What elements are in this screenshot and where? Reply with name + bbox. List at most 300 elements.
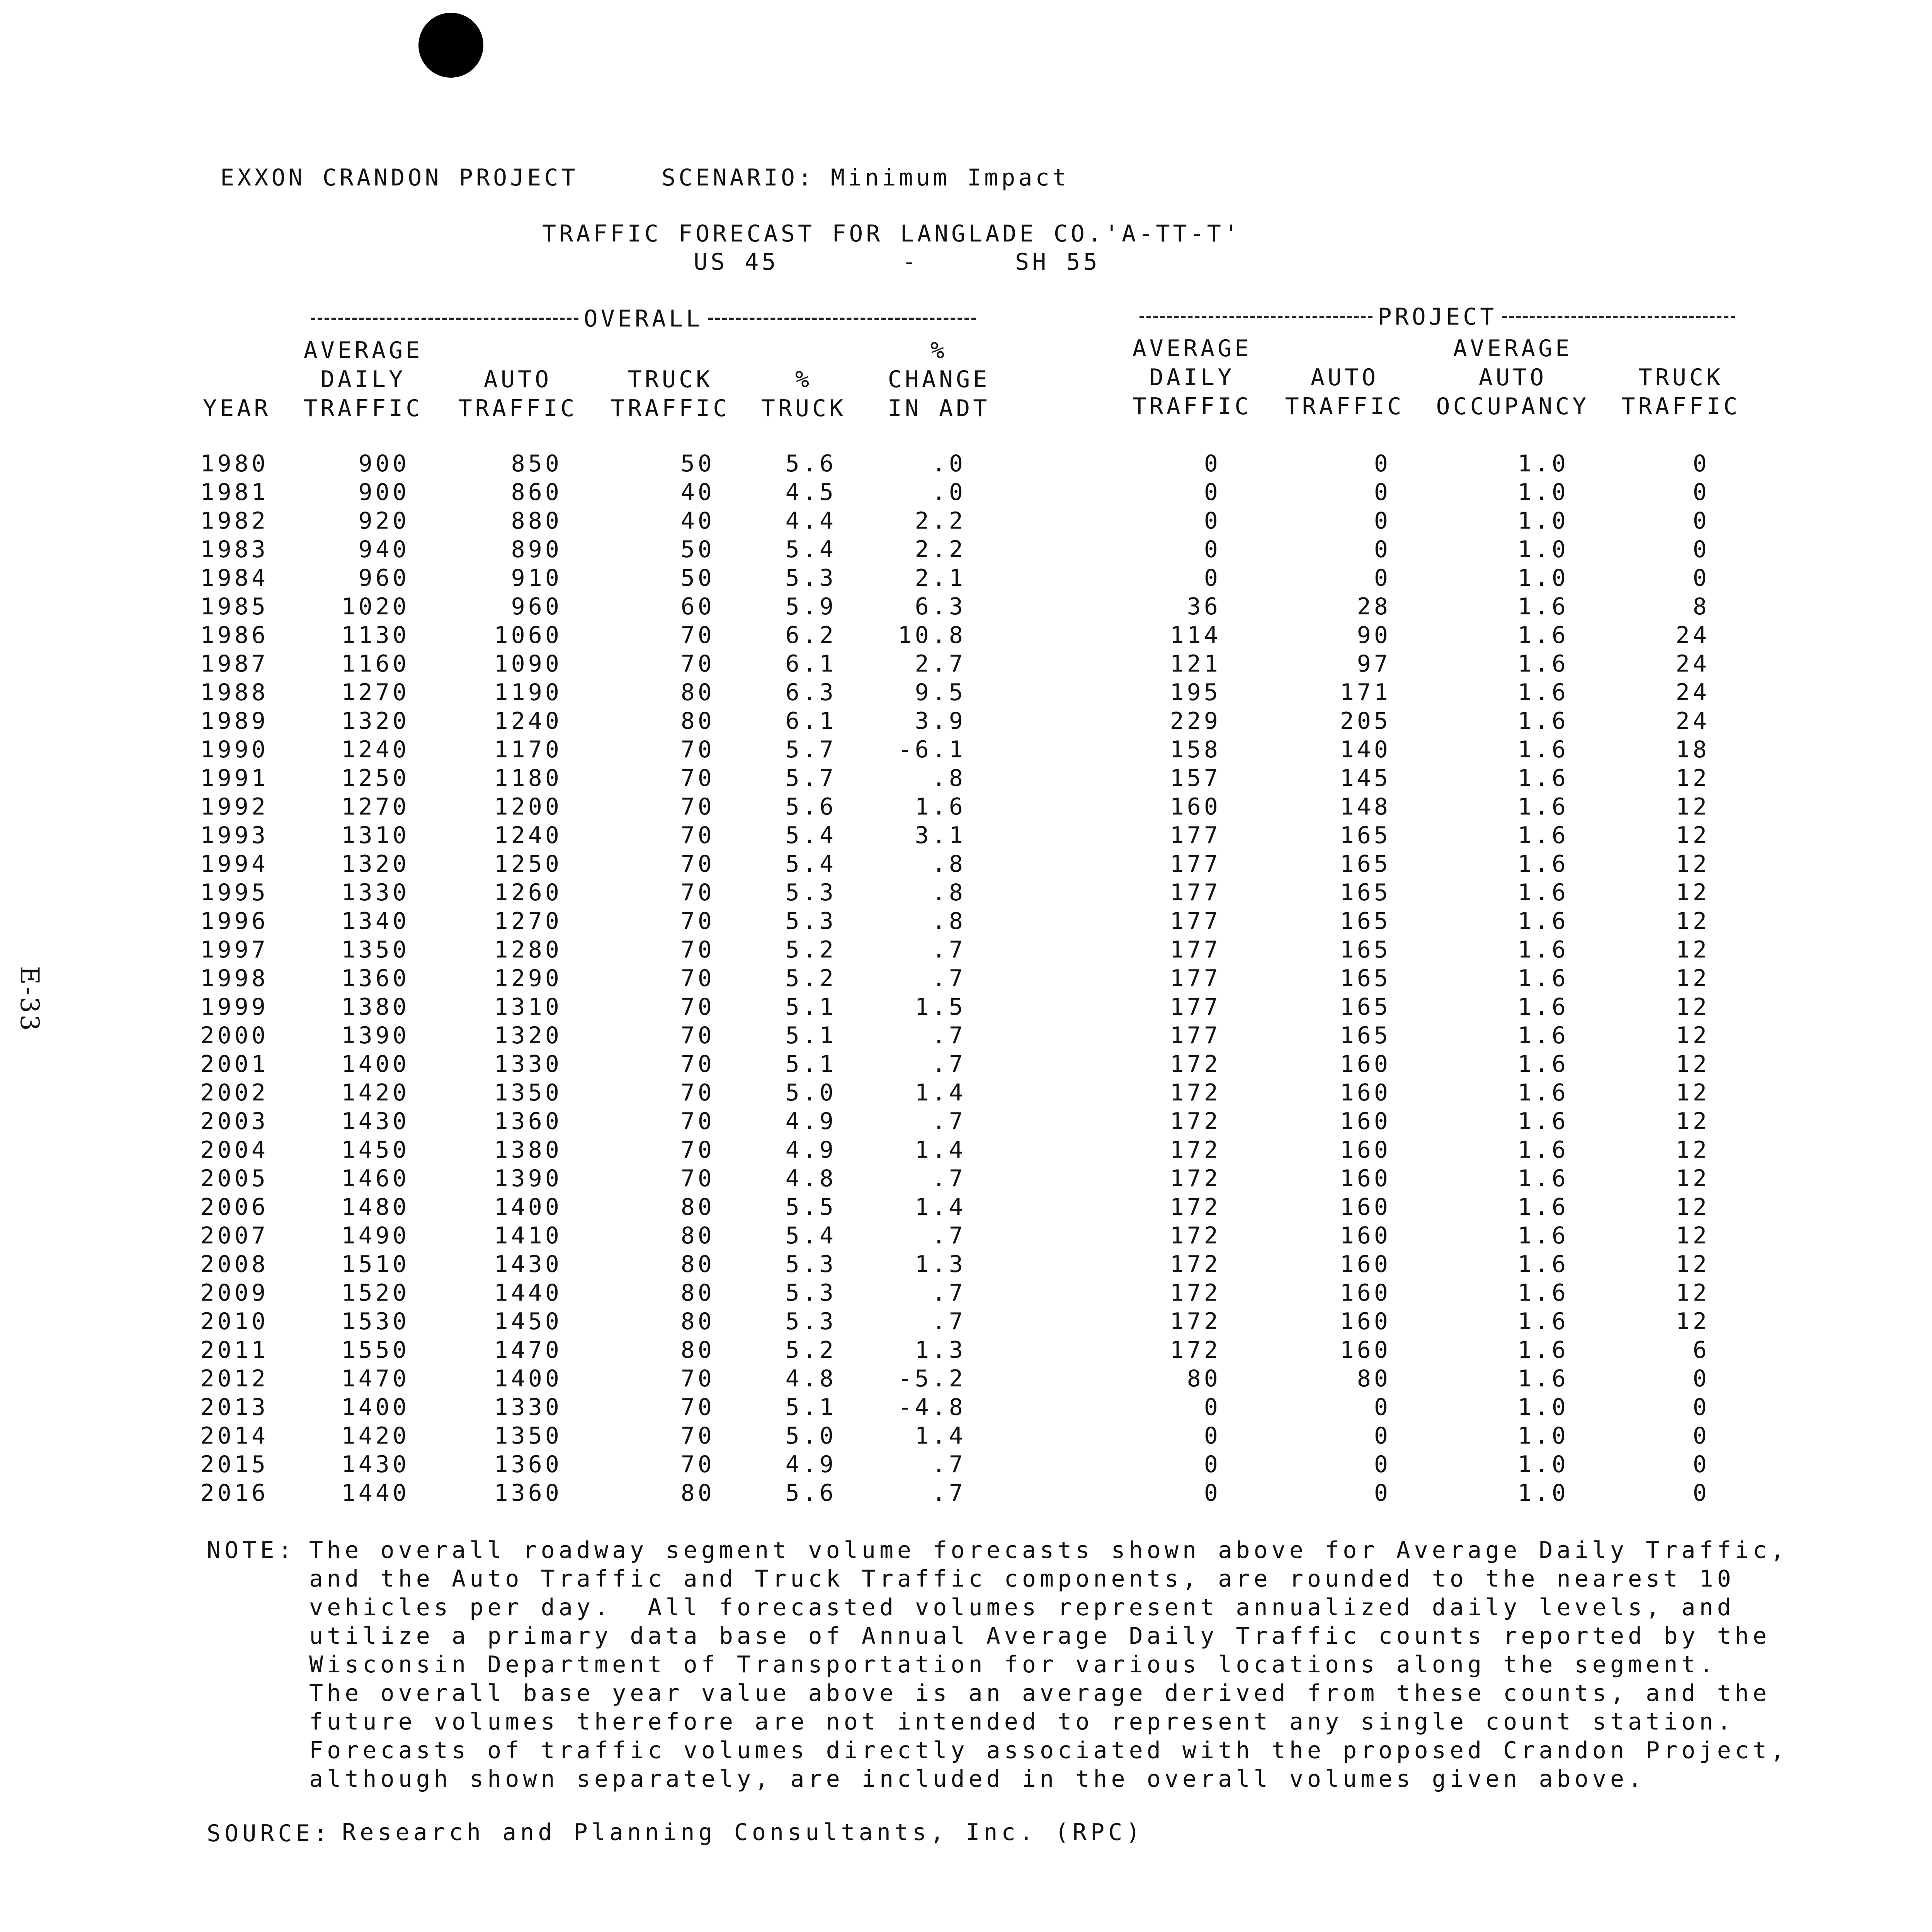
cell-adt: 1400	[341, 1051, 410, 1078]
cell-adt: 1270	[341, 793, 410, 820]
cell-truck-traffic: 80	[680, 1222, 715, 1249]
cell-adt: 1490	[341, 1222, 410, 1249]
cell-pct-change: .7	[932, 1480, 966, 1507]
cell-pct-truck: 6.1	[785, 650, 837, 677]
cell-year: 1985	[200, 593, 269, 620]
note-line: Wisconsin Department of Transportation for various locations along the segment.	[309, 1651, 1717, 1678]
cell-year: 1984	[200, 565, 269, 592]
cell-project-adt: 177	[1170, 993, 1221, 1020]
cell-project-auto: 165	[1340, 879, 1391, 906]
cell-project-occupancy: 1.6	[1517, 1136, 1569, 1163]
cell-project-auto: 165	[1340, 908, 1391, 935]
cell-adt: 920	[358, 507, 410, 534]
cell-pct-change: -6.1	[898, 736, 966, 763]
cell-auto-traffic: 1180	[494, 765, 562, 792]
col-header-project-occupancy: AVERAGE AUTO OCCUPANCY	[1436, 335, 1590, 420]
cell-pct-change: 6.3	[915, 593, 966, 620]
cell-project-adt: 0	[1204, 1422, 1221, 1449]
source-label: SOURCE:	[207, 1820, 332, 1847]
cell-pct-change: 1.3	[915, 1251, 966, 1278]
cell-auto-traffic: 1450	[494, 1308, 562, 1335]
cell-project-adt: 177	[1170, 908, 1221, 935]
cell-auto-traffic: 1240	[494, 822, 562, 849]
cell-adt: 1340	[341, 908, 410, 935]
cell-project-auto: 80	[1357, 1365, 1391, 1392]
cell-project-adt: 160	[1170, 793, 1221, 820]
cell-auto-traffic: 890	[511, 536, 562, 563]
cell-adt: 1420	[341, 1422, 410, 1449]
cell-pct-truck: 5.1	[785, 1394, 837, 1421]
cell-truck-traffic: 70	[680, 908, 715, 935]
cell-project-auto: 28	[1357, 593, 1391, 620]
cell-auto-traffic: 1280	[494, 936, 562, 963]
cell-pct-change: .0	[932, 479, 966, 506]
cell-project-auto: 160	[1340, 1136, 1391, 1163]
cell-pct-change: 1.6	[915, 793, 966, 820]
cell-truck-traffic: 80	[680, 679, 715, 706]
cell-pct-change: 2.2	[915, 507, 966, 534]
cell-year: 1987	[200, 650, 269, 677]
cell-truck-traffic: 70	[680, 765, 715, 792]
cell-project-auto: 0	[1374, 450, 1391, 477]
cell-pct-change: 1.4	[915, 1422, 966, 1449]
cell-adt: 1430	[341, 1108, 410, 1135]
cell-auto-traffic: 1470	[494, 1337, 562, 1364]
cell-auto-traffic: 1060	[494, 622, 562, 649]
cell-adt: 960	[358, 565, 410, 592]
cell-project-truck: 12	[1675, 822, 1710, 849]
cell-adt: 1320	[341, 707, 410, 735]
cell-project-adt: 172	[1170, 1108, 1221, 1135]
cell-pct-truck: 5.6	[785, 1480, 837, 1507]
cell-pct-truck: 4.5	[785, 479, 837, 506]
cell-project-occupancy: 1.6	[1517, 793, 1569, 820]
cell-project-adt: 0	[1204, 536, 1221, 563]
cell-project-occupancy: 1.6	[1517, 1079, 1569, 1106]
cell-auto-traffic: 1290	[494, 965, 562, 992]
cell-project-truck: 0	[1692, 507, 1710, 534]
col-header-pct-truck: % TRUCK	[761, 366, 847, 422]
cell-project-occupancy: 1.6	[1517, 965, 1569, 992]
cell-pct-truck: 5.3	[785, 908, 837, 935]
cell-year: 2016	[200, 1480, 269, 1507]
cell-year: 2010	[200, 1308, 269, 1335]
cell-project-adt: 177	[1170, 850, 1221, 878]
cell-adt: 1330	[341, 879, 410, 906]
note-text	[309, 1536, 1789, 1793]
note-line: vehicles per day. All forecasted volumes represent annualized daily levels, and	[309, 1594, 1735, 1621]
cell-pct-truck: 5.9	[785, 593, 837, 620]
cell-project-occupancy: 1.6	[1517, 593, 1569, 620]
cell-truck-traffic: 70	[680, 736, 715, 763]
cell-pct-change: 3.1	[915, 822, 966, 849]
cell-pct-truck: 5.3	[785, 1279, 837, 1306]
cell-pct-change: 2.7	[915, 650, 966, 677]
cell-adt: 1320	[341, 850, 410, 878]
cell-adt: 1450	[341, 1136, 410, 1163]
cell-year: 2011	[200, 1337, 269, 1364]
cell-pct-truck: 5.4	[785, 536, 837, 563]
cell-project-auto: 0	[1374, 1394, 1391, 1421]
cell-truck-traffic: 70	[680, 822, 715, 849]
cell-project-adt: 36	[1187, 593, 1221, 620]
cell-project-adt: 0	[1204, 565, 1221, 592]
cell-year: 1980	[200, 450, 269, 477]
cell-truck-traffic: 50	[680, 565, 715, 592]
cell-project-truck: 0	[1692, 1422, 1710, 1449]
cell-year: 1988	[200, 679, 269, 706]
cell-pct-truck: 5.1	[785, 1051, 837, 1078]
cell-project-truck: 12	[1675, 1194, 1710, 1221]
route-to: SH 55	[1015, 248, 1100, 276]
cell-pct-change: .7	[932, 1165, 966, 1192]
cell-adt: 1440	[341, 1480, 410, 1507]
cell-truck-traffic: 40	[680, 507, 715, 534]
cell-pct-change: .8	[932, 879, 966, 906]
cell-project-adt: 177	[1170, 965, 1221, 992]
cell-truck-traffic: 70	[680, 1365, 715, 1392]
cell-project-truck: 12	[1675, 1279, 1710, 1306]
scenario-value: Minimum Impact	[831, 164, 1070, 191]
col-header-year: YEAR	[203, 395, 271, 422]
cell-pct-change: .0	[932, 450, 966, 477]
cell-auto-traffic: 1410	[494, 1222, 562, 1249]
cell-auto-traffic: 910	[511, 565, 562, 592]
cell-project-occupancy: 1.6	[1517, 650, 1569, 677]
cell-truck-traffic: 50	[680, 536, 715, 563]
cell-project-occupancy: 1.0	[1517, 479, 1569, 506]
cell-project-occupancy: 1.0	[1517, 507, 1569, 534]
cell-auto-traffic: 1250	[494, 850, 562, 878]
cell-truck-traffic: 70	[680, 1394, 715, 1421]
cell-auto-traffic: 850	[511, 450, 562, 477]
cell-project-truck: 0	[1692, 1480, 1710, 1507]
cell-adt: 1130	[341, 622, 410, 649]
cell-pct-truck: 5.7	[785, 765, 837, 792]
cell-auto-traffic: 1390	[494, 1165, 562, 1192]
cell-truck-traffic: 80	[680, 1194, 715, 1221]
cell-pct-truck: 6.2	[785, 622, 837, 649]
cell-project-adt: 0	[1204, 1480, 1221, 1507]
cell-project-occupancy: 1.6	[1517, 908, 1569, 935]
scenario-label: SCENARIO:	[662, 164, 815, 191]
cell-project-adt: 229	[1170, 707, 1221, 735]
cell-auto-traffic: 1260	[494, 879, 562, 906]
cell-pct-change: .7	[932, 1222, 966, 1249]
cell-pct-change: -5.2	[898, 1365, 966, 1392]
cell-pct-change: 1.4	[915, 1194, 966, 1221]
cell-project-truck: 12	[1675, 1251, 1710, 1278]
note-line: although shown separately, are included in the overall volumes given above.	[309, 1765, 1646, 1793]
cell-pct-truck: 5.1	[785, 993, 837, 1020]
cell-pct-truck: 5.2	[785, 936, 837, 963]
cell-project-auto: 160	[1340, 1108, 1391, 1135]
cell-pct-truck: 5.3	[785, 565, 837, 592]
cell-adt: 1550	[341, 1337, 410, 1364]
cell-truck-traffic: 80	[680, 1308, 715, 1335]
cell-project-occupancy: 1.6	[1517, 736, 1569, 763]
cell-pct-truck: 4.9	[785, 1136, 837, 1163]
cell-project-occupancy: 1.6	[1517, 936, 1569, 963]
cell-adt: 1360	[341, 965, 410, 992]
cell-project-occupancy: 1.0	[1517, 565, 1569, 592]
cell-project-adt: 195	[1170, 679, 1221, 706]
cell-truck-traffic: 50	[680, 450, 715, 477]
cell-project-auto: 148	[1340, 793, 1391, 820]
cell-project-auto: 165	[1340, 850, 1391, 878]
cell-project-adt: 177	[1170, 936, 1221, 963]
cell-project-occupancy: 1.6	[1517, 622, 1569, 649]
cell-project-occupancy: 1.6	[1517, 1165, 1569, 1192]
cell-project-adt: 80	[1187, 1365, 1221, 1392]
cell-year: 1982	[200, 507, 269, 534]
cell-pct-change: .7	[932, 965, 966, 992]
note-line: The overall roadway segment volume forecasts shown above for Average Daily Traffic,	[309, 1537, 1789, 1564]
cell-year: 1996	[200, 908, 269, 935]
cell-auto-traffic: 1360	[494, 1451, 562, 1478]
cell-pct-change: -4.8	[898, 1394, 966, 1421]
cell-adt: 1350	[341, 936, 410, 963]
cell-project-truck: 0	[1692, 1365, 1710, 1392]
cell-project-auto: 160	[1340, 1079, 1391, 1106]
cell-project-truck: 0	[1692, 1394, 1710, 1421]
cell-adt: 1240	[341, 736, 410, 763]
cell-truck-traffic: 80	[680, 1251, 715, 1278]
cell-project-truck: 12	[1675, 1108, 1710, 1135]
project-group-header: PROJECT	[1134, 303, 1741, 330]
cell-year: 2003	[200, 1108, 269, 1135]
cell-truck-traffic: 70	[680, 850, 715, 878]
cell-auto-traffic: 1330	[494, 1394, 562, 1421]
punch-hole-left	[418, 13, 483, 78]
route-separator: -	[902, 248, 920, 276]
cell-project-adt: 172	[1170, 1337, 1221, 1364]
cell-auto-traffic: 1350	[494, 1079, 562, 1106]
cell-pct-truck: 5.0	[785, 1079, 837, 1106]
cell-auto-traffic: 1190	[494, 679, 562, 706]
overall-group-header: OVERALL	[305, 305, 981, 332]
cell-adt: 900	[358, 450, 410, 477]
cell-adt: 1510	[341, 1251, 410, 1278]
cell-pct-change: 1.5	[915, 993, 966, 1020]
cell-project-truck: 18	[1675, 736, 1710, 763]
cell-project-truck: 0	[1692, 536, 1710, 563]
cell-truck-traffic: 80	[680, 1337, 715, 1364]
cell-pct-change: .8	[932, 908, 966, 935]
col-header-auto: AUTO TRAFFIC	[458, 366, 578, 422]
col-header-truck: TRUCK TRAFFIC	[611, 366, 730, 422]
cell-pct-change: .7	[932, 1451, 966, 1478]
cell-truck-traffic: 70	[680, 1451, 715, 1478]
cell-pct-truck: 5.4	[785, 850, 837, 878]
cell-project-auto: 160	[1340, 1337, 1391, 1364]
cell-pct-truck: 5.2	[785, 965, 837, 992]
cell-adt: 1400	[341, 1394, 410, 1421]
cell-project-adt: 121	[1170, 650, 1221, 677]
cell-adt: 1530	[341, 1308, 410, 1335]
cell-pct-truck: 5.0	[785, 1422, 837, 1449]
cell-project-adt: 172	[1170, 1136, 1221, 1163]
cell-auto-traffic: 1430	[494, 1251, 562, 1278]
cell-adt: 1270	[341, 679, 410, 706]
cell-pct-truck: 4.8	[785, 1165, 837, 1192]
cell-pct-change: .7	[932, 1022, 966, 1049]
cell-project-auto: 160	[1340, 1308, 1391, 1335]
cell-project-truck: 12	[1675, 1222, 1710, 1249]
cell-pct-change: 3.9	[915, 707, 966, 735]
cell-project-truck: 8	[1692, 593, 1710, 620]
cell-pct-change: 2.1	[915, 565, 966, 592]
note-line: Forecasts of traffic volumes directly associated with the proposed Crandon Project,	[309, 1737, 1789, 1764]
cell-project-auto: 160	[1340, 1194, 1391, 1221]
cell-project-auto: 160	[1340, 1279, 1391, 1306]
cell-truck-traffic: 70	[680, 1051, 715, 1078]
cell-project-truck: 12	[1675, 965, 1710, 992]
cell-year: 2006	[200, 1194, 269, 1221]
cell-year: 2013	[200, 1394, 269, 1421]
cell-project-auto: 165	[1340, 822, 1391, 849]
cell-project-auto: 0	[1374, 1480, 1391, 1507]
cell-project-auto: 0	[1374, 479, 1391, 506]
cell-adt: 1520	[341, 1279, 410, 1306]
cell-project-truck: 12	[1675, 793, 1710, 820]
cell-auto-traffic: 1240	[494, 707, 562, 735]
cell-project-occupancy: 1.0	[1517, 1422, 1569, 1449]
cell-project-adt: 172	[1170, 1165, 1221, 1192]
cell-truck-traffic: 70	[680, 993, 715, 1020]
cell-project-auto: 160	[1340, 1165, 1391, 1192]
cell-truck-traffic: 80	[680, 707, 715, 735]
cell-auto-traffic: 860	[511, 479, 562, 506]
cell-project-auto: 165	[1340, 993, 1391, 1020]
cell-project-truck: 24	[1675, 679, 1710, 706]
cell-pct-truck: 5.5	[785, 1194, 837, 1221]
cell-auto-traffic: 1360	[494, 1108, 562, 1135]
cell-project-occupancy: 1.6	[1517, 993, 1569, 1020]
cell-year: 1993	[200, 822, 269, 849]
cell-pct-truck: 5.6	[785, 793, 837, 820]
cell-adt: 1390	[341, 1022, 410, 1049]
cell-project-truck: 24	[1675, 622, 1710, 649]
cell-project-adt: 114	[1170, 622, 1221, 649]
cell-project-truck: 12	[1675, 850, 1710, 878]
cell-project-auto: 160	[1340, 1222, 1391, 1249]
cell-project-truck: 12	[1675, 993, 1710, 1020]
cell-project-adt: 177	[1170, 1022, 1221, 1049]
cell-project-occupancy: 1.6	[1517, 1022, 1569, 1049]
cell-project-adt: 177	[1170, 822, 1221, 849]
cell-project-occupancy: 1.0	[1517, 450, 1569, 477]
cell-truck-traffic: 70	[680, 793, 715, 820]
cell-project-truck: 12	[1675, 1022, 1710, 1049]
cell-project-auto: 160	[1340, 1251, 1391, 1278]
col-header-project-adt: AVERAGE DAILY TRAFFIC	[1132, 335, 1252, 420]
cell-year: 2012	[200, 1365, 269, 1392]
cell-auto-traffic: 1330	[494, 1051, 562, 1078]
cell-project-adt: 0	[1204, 479, 1221, 506]
cell-pct-change: 1.4	[915, 1136, 966, 1163]
cell-project-truck: 12	[1675, 1165, 1710, 1192]
cell-project-truck: 12	[1675, 765, 1710, 792]
cell-adt: 1250	[341, 765, 410, 792]
cell-project-adt: 172	[1170, 1279, 1221, 1306]
cell-truck-traffic: 40	[680, 479, 715, 506]
cell-project-occupancy: 1.6	[1517, 1279, 1569, 1306]
cell-project-auto: 0	[1374, 1422, 1391, 1449]
forecast-title: TRAFFIC FORECAST FOR LANGLADE CO.'A-TT-T'	[542, 220, 1242, 247]
cell-project-auto: 140	[1340, 736, 1391, 763]
note-line: future volumes therefore are not intended to represent any single count station.	[309, 1708, 1735, 1735]
cell-truck-traffic: 60	[680, 593, 715, 620]
cell-pct-change: 10.8	[898, 622, 966, 649]
cell-auto-traffic: 1360	[494, 1480, 562, 1507]
cell-project-auto: 145	[1340, 765, 1391, 792]
cell-pct-change: .7	[932, 1108, 966, 1135]
note-line: The overall base year value above is an average derived from these counts, and the	[309, 1680, 1771, 1707]
cell-pct-truck: 4.4	[785, 507, 837, 534]
cell-pct-change: 2.2	[915, 536, 966, 563]
cell-project-adt: 177	[1170, 879, 1221, 906]
cell-year: 1992	[200, 793, 269, 820]
cell-adt: 1160	[341, 650, 410, 677]
cell-project-occupancy: 1.6	[1517, 822, 1569, 849]
cell-project-occupancy: 1.6	[1517, 1194, 1569, 1221]
cell-project-occupancy: 1.6	[1517, 1337, 1569, 1364]
cell-project-occupancy: 1.0	[1517, 1480, 1569, 1507]
cell-truck-traffic: 70	[680, 1136, 715, 1163]
cell-year: 1994	[200, 850, 269, 878]
cell-project-auto: 160	[1340, 1051, 1391, 1078]
cell-project-truck: 0	[1692, 565, 1710, 592]
cell-auto-traffic: 880	[511, 507, 562, 534]
cell-truck-traffic: 80	[680, 1480, 715, 1507]
cell-auto-traffic: 1320	[494, 1022, 562, 1049]
cell-project-truck: 24	[1675, 707, 1710, 735]
cell-pct-truck: 5.3	[785, 879, 837, 906]
cell-project-truck: 12	[1675, 879, 1710, 906]
cell-project-auto: 165	[1340, 936, 1391, 963]
cell-year: 2015	[200, 1451, 269, 1478]
cell-project-occupancy: 1.0	[1517, 1394, 1569, 1421]
cell-pct-change: .7	[932, 1051, 966, 1078]
cell-truck-traffic: 70	[680, 650, 715, 677]
cell-project-adt: 157	[1170, 765, 1221, 792]
cell-project-occupancy: 1.6	[1517, 850, 1569, 878]
cell-pct-truck: 5.3	[785, 1308, 837, 1335]
cell-project-truck: 12	[1675, 1079, 1710, 1106]
cell-project-adt: 172	[1170, 1194, 1221, 1221]
cell-project-occupancy: 1.6	[1517, 1108, 1569, 1135]
col-header-project-truck: TRUCK TRAFFIC	[1621, 364, 1741, 420]
cell-pct-truck: 6.1	[785, 707, 837, 735]
cell-project-occupancy: 1.6	[1517, 1365, 1569, 1392]
cell-project-occupancy: 1.6	[1517, 879, 1569, 906]
cell-adt: 1460	[341, 1165, 410, 1192]
cell-auto-traffic: 1440	[494, 1279, 562, 1306]
cell-pct-truck: 4.9	[785, 1451, 837, 1478]
cell-pct-change: 1.3	[915, 1337, 966, 1364]
cell-pct-truck: 5.4	[785, 1222, 837, 1249]
cell-project-auto: 0	[1374, 507, 1391, 534]
cell-project-occupancy: 1.6	[1517, 1251, 1569, 1278]
cell-project-truck: 12	[1675, 908, 1710, 935]
cell-project-occupancy: 1.6	[1517, 707, 1569, 735]
page-number: E-33	[15, 966, 44, 1032]
cell-pct-truck: 5.7	[785, 736, 837, 763]
cell-year: 2004	[200, 1136, 269, 1163]
cell-truck-traffic: 70	[680, 936, 715, 963]
cell-project-auto: 205	[1340, 707, 1391, 735]
